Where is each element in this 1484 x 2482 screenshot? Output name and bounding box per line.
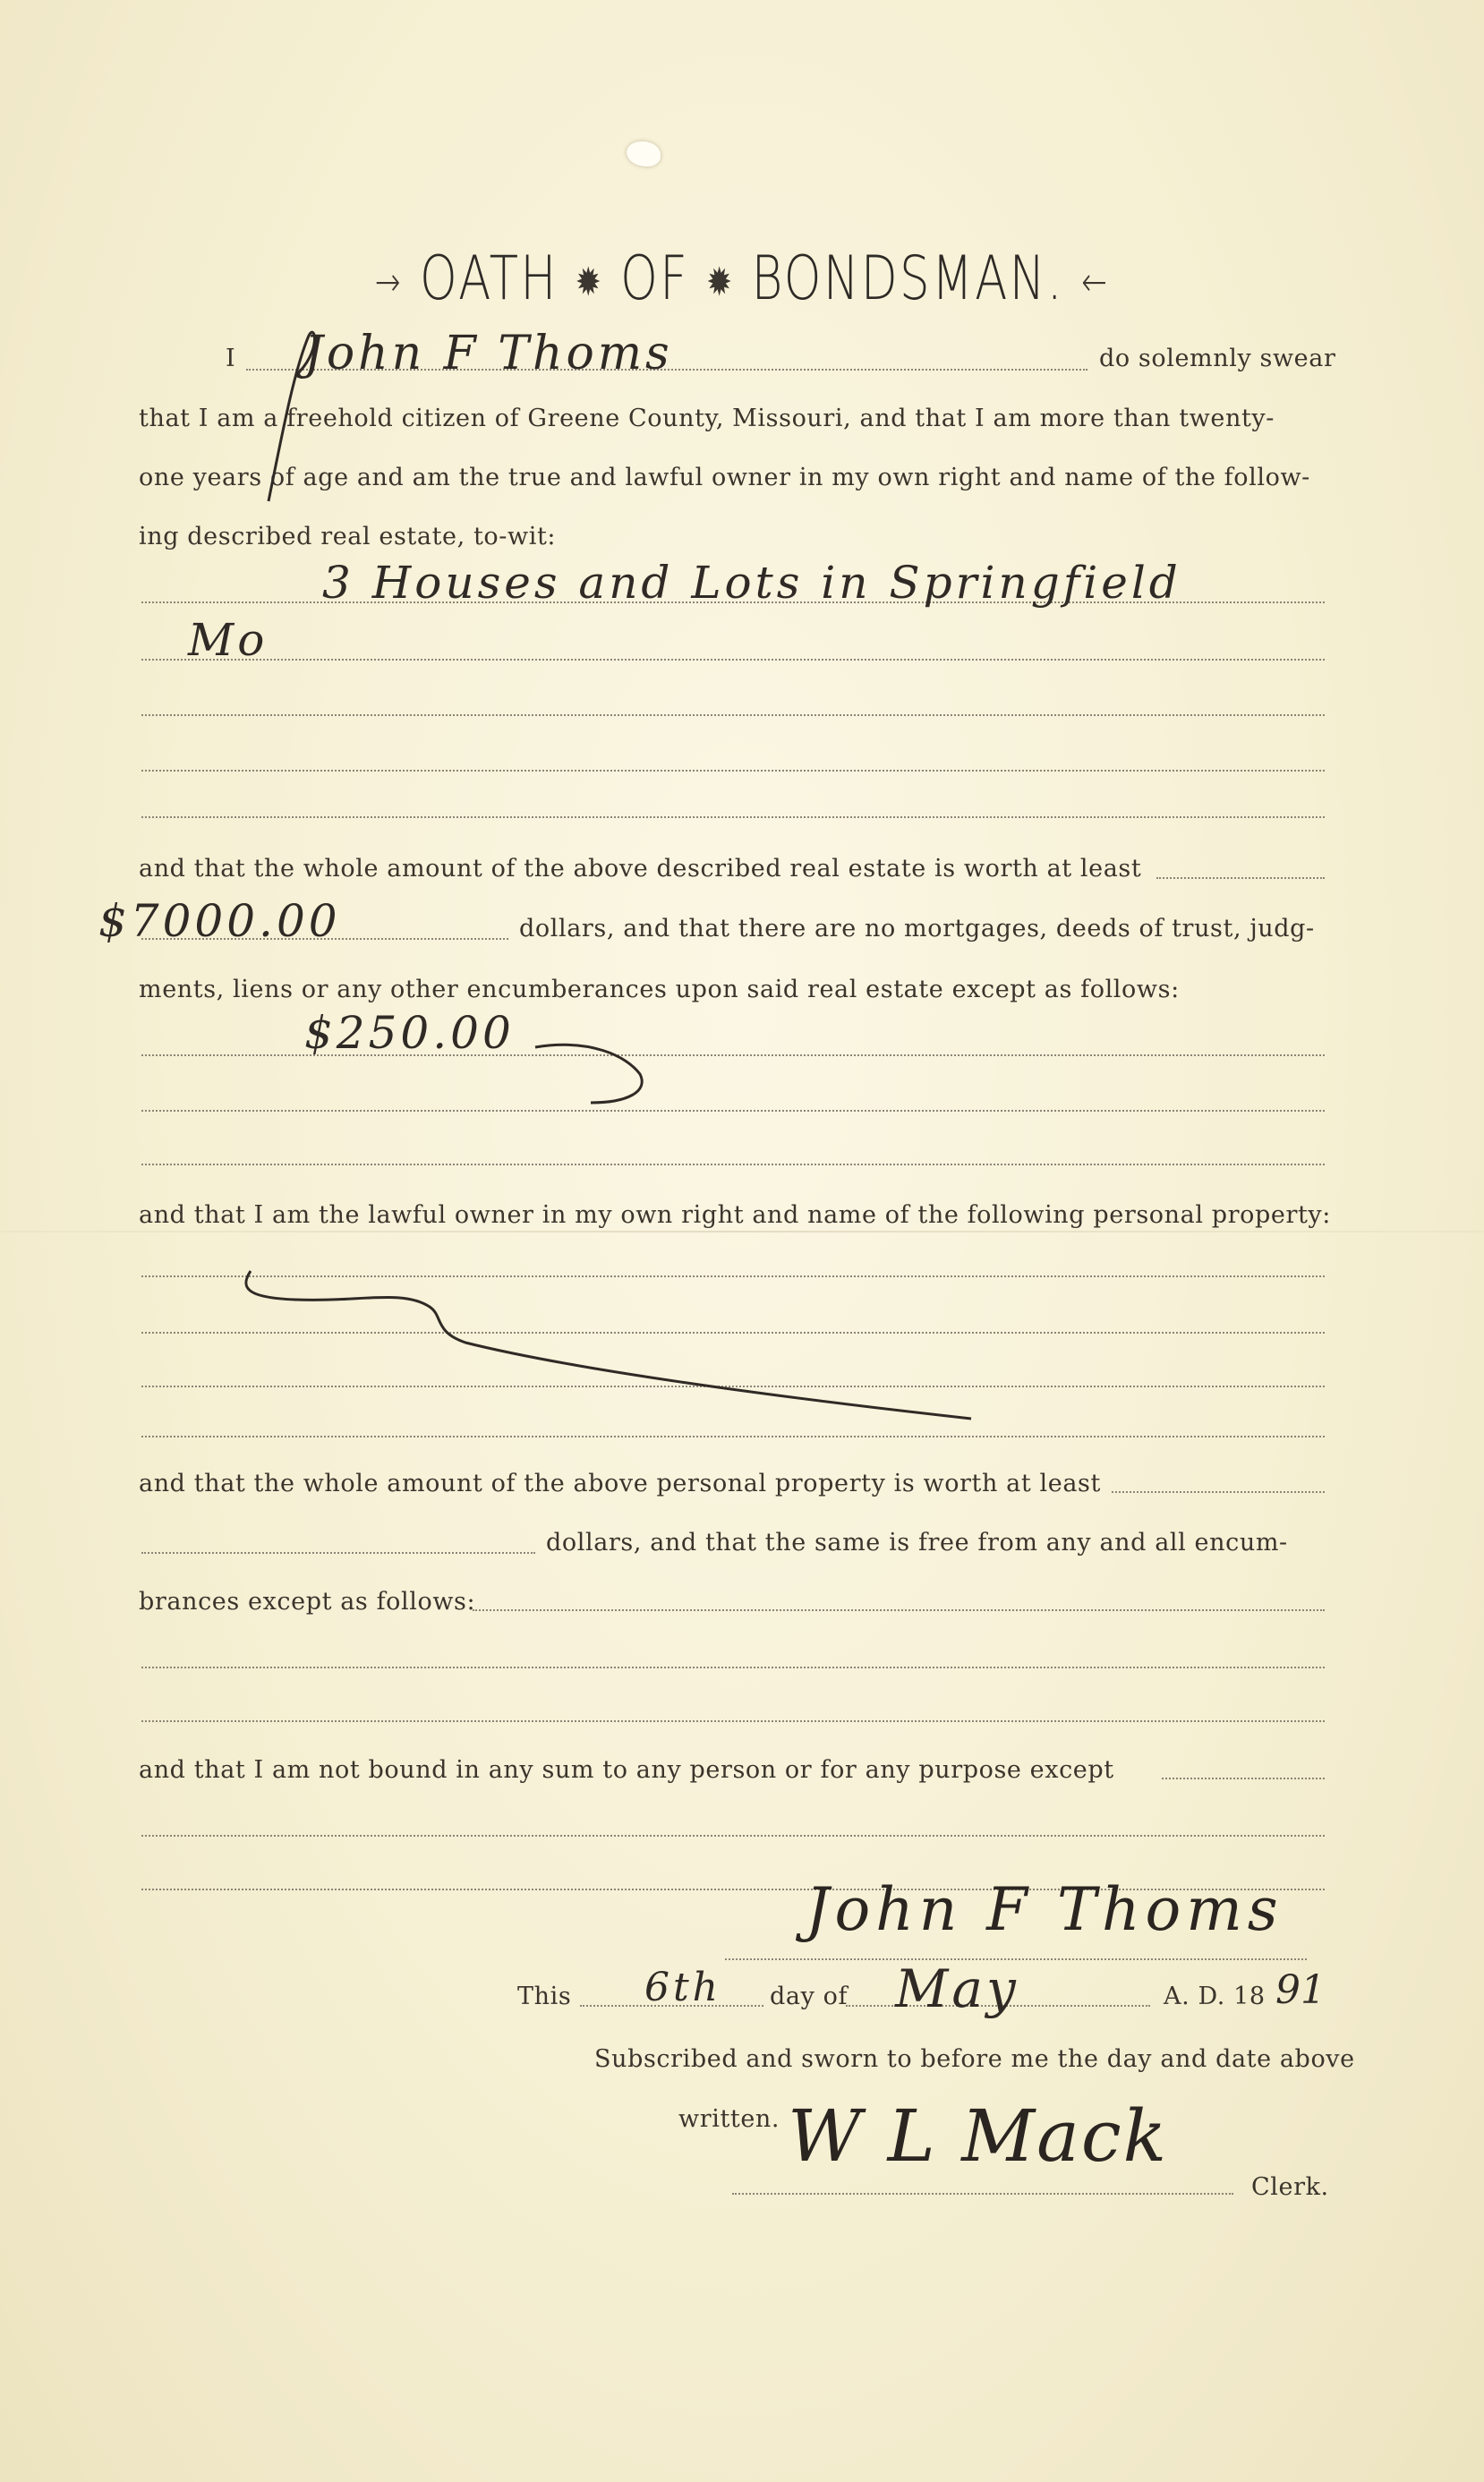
text-dollars-free: dollars, and that the same is free from any and all encum- [546,1529,1288,1557]
title-word-oath: OATH [420,243,559,314]
text-i: I [226,345,236,372]
title-word-of: OF [620,243,690,314]
handwritten-name: John F Thoms [304,327,673,380]
title-word-bondsman: BONDSMAN. [751,243,1064,314]
ink-encumbrance-flourish [535,1045,642,1103]
handwritten-property-2: Mo [188,614,269,666]
star-ornament: ✹ [575,260,603,305]
ink-cancel-line [246,1271,971,1419]
text-this: This [517,1983,572,2010]
text-written: written. [678,2105,780,2133]
right-arrow-ornament: ← [1081,260,1110,305]
text-solemnly-swear: do solemnly swear [1099,345,1336,372]
ink-loop-stroke [269,332,315,501]
text-day-of: day of [770,1983,849,2010]
handwritten-property-1: 3 Houses and Lots in Springfield [322,557,1181,609]
handwritten-clerk-signature: W L Mack [788,2094,1169,2178]
star-ornament: ✹ [706,260,735,305]
text-clerk: Clerk. [1251,2173,1329,2201]
handwritten-encumbrance: $250.00 [304,1007,515,1059]
para1-line1: that I am a freehold citizen of Greene County, Missouri, and that I am more than twenty- [139,405,1275,432]
text-personal-worth: and that the whole amount of the above personal property is worth at least [139,1470,1101,1497]
text-liens: ments, liens or any other encumberances upon said real estate except as follows: [139,976,1180,1003]
text-ad: A. D. 18 [1164,1983,1266,2010]
left-arrow-ornament: → [374,260,403,305]
text-real-estate-worth: and that the whole amount of the above described real estate is worth at least [139,855,1142,883]
text-dollars-no-mortgages: dollars, and that there are no mortgages, deeds of trust, judg- [519,915,1315,942]
handwritten-month: May [895,1958,1019,2019]
text-personal-property: and that I am the lawful owner in my own right and name of the following personal property: [139,1201,1331,1229]
text-not-bound: and that I am not bound in any sum to any person or for any purpose except [139,1756,1114,1784]
text-brances: brances except as follows: [139,1588,476,1616]
text-subscribed: Subscribed and sworn to before me the day and date above [594,2045,1355,2073]
para1-line2: one years of age and am the true and lawful owner in my own right and name of the follow- [139,464,1310,491]
handwritten-signature: John F Thoms [806,1875,1284,1944]
handwritten-year: 91 [1275,1967,1326,2013]
handwritten-day: 6th [644,1965,722,2010]
para1-line3: ing described real estate, to-wit: [139,523,557,550]
handwritten-worth-amount: $7000.00 [98,895,341,947]
